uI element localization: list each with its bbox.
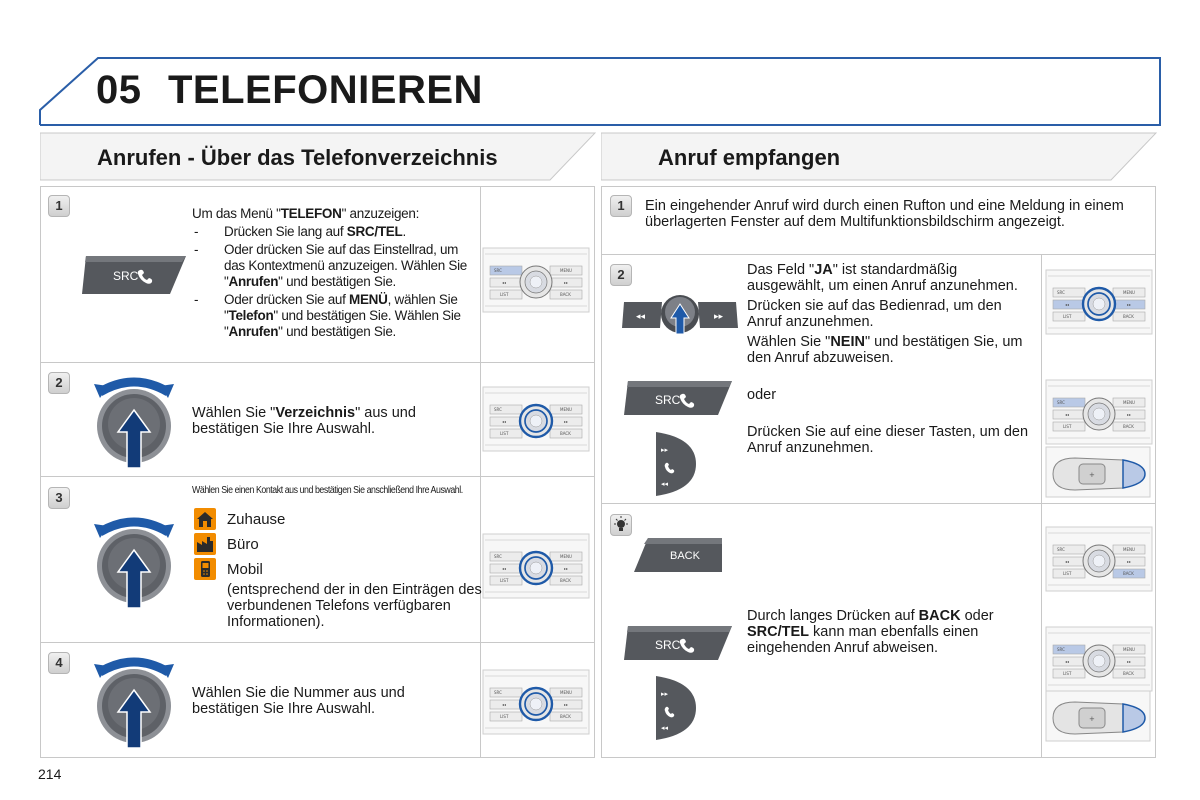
svg-text:SRC: SRC (1057, 400, 1065, 405)
right-image-column-divider (1041, 254, 1042, 758)
right-section-header (601, 132, 1157, 182)
rewind-icon: ◂◂ (636, 311, 646, 321)
right-step-divider (601, 254, 1156, 255)
or-text: oder (747, 387, 777, 403)
svg-text:SRC: SRC (1057, 290, 1065, 295)
svg-text:◂◂: ◂◂ (1065, 559, 1070, 564)
svg-text:▸▸: ▸▸ (661, 691, 669, 698)
press-buttons-text: Drücken Sie auf eine dieser Tasten, um den Anruf anzunehmen. (747, 424, 1029, 456)
step-number-badge: 3 (48, 487, 70, 509)
svg-text:LIST: LIST (500, 292, 509, 297)
svg-text:MENU: MENU (560, 554, 572, 559)
svg-text:MENU: MENU (560, 690, 572, 695)
radio-panel-thumbnail (482, 246, 590, 319)
svg-text:LIST: LIST (500, 431, 509, 436)
svg-text:▸▸: ▸▸ (564, 280, 569, 285)
svg-text:SRC: SRC (1057, 547, 1065, 552)
right-section-title: Anruf empfangen (658, 145, 841, 170)
home-icon (194, 508, 216, 530)
src-tel-button-image (80, 252, 188, 298)
rotary-knob-image (92, 654, 176, 755)
step1-instructions (192, 206, 482, 340)
reject-call-text: Durch langes Drücken auf BACK oder SRC/TEL kann man ebenfalls einen eingehenden Anruf abweisen. (747, 608, 994, 656)
default-yes-text: Das Feld "JA" ist standardmäßig ausgewählt, um einen Anruf anzunehmen. (747, 262, 1018, 294)
svg-text:◂◂: ◂◂ (1065, 659, 1070, 664)
svg-text:▸▸: ▸▸ (564, 702, 569, 707)
step1-bullet: - Drücken Sie lang auf SRC/TEL. (194, 224, 406, 239)
step-number-badge: 4 (48, 652, 70, 674)
contact-type-label: Zuhause (227, 511, 286, 528)
left-step-divider (40, 642, 595, 643)
svg-text:LIST: LIST (500, 714, 509, 719)
svg-text:MENU: MENU (1123, 400, 1135, 405)
svg-text:BACK: BACK (1123, 571, 1134, 576)
lightbulb-icon (611, 515, 631, 535)
radio-panel-thumbnail (1045, 268, 1153, 341)
svg-text:◂◂: ◂◂ (502, 280, 507, 285)
svg-text:▸▸: ▸▸ (1127, 659, 1132, 664)
svg-text:BACK: BACK (560, 578, 571, 583)
radio-panel-thumbnail (1045, 625, 1153, 698)
right-step-divider (601, 503, 1156, 504)
svg-text:▸▸: ▸▸ (564, 566, 569, 571)
svg-text:LIST: LIST (500, 578, 509, 583)
src-button-label: SRC (655, 393, 681, 407)
step1-bullet: - Oder drücken Sie auf das Einstellrad, um das Kontextmenü anzuzeigen. Wählen Sie "Anrufen" und bestätigen Sie. (194, 242, 468, 289)
src-button-label: SRC (113, 269, 139, 283)
svg-text:LIST: LIST (1063, 571, 1072, 576)
svg-text:SRC: SRC (494, 268, 502, 273)
page-number: 214 (38, 766, 62, 782)
contacts-note: (entsprechend der in den Einträgen des verbundenen Telefons verfügbaren Informationen). (227, 582, 482, 630)
mobile-phone-icon (194, 558, 216, 580)
step1-bullet: - Oder drücken Sie auf MENÜ, wählen Sie "Telefon" und bestätigen Sie. Wählen Sie "Anrufen" und bestätigen Sie. (194, 292, 461, 339)
press-knob-text: Drücken sie auf das Bedienrad, um den Anruf anzunehmen. (747, 298, 1002, 330)
svg-text:◂◂: ◂◂ (502, 566, 507, 571)
radio-panel-thumbnail (482, 668, 590, 741)
svg-text:MENU: MENU (1123, 290, 1135, 295)
steering-wheel-control-image (620, 292, 740, 338)
steering-column-buttons-image (652, 674, 698, 742)
svg-text:SRC: SRC (494, 690, 502, 695)
back-button-image (632, 534, 724, 576)
svg-text:BACK: BACK (1123, 671, 1134, 676)
radio-panel-thumbnail (482, 532, 590, 605)
svg-text:SRC: SRC (1057, 647, 1065, 652)
svg-text:MENU: MENU (560, 268, 572, 273)
svg-text:▸▸: ▸▸ (1127, 412, 1132, 417)
step-number-badge: 1 (610, 195, 632, 217)
svg-text:◂◂: ◂◂ (1065, 302, 1070, 307)
svg-text:◂◂: ◂◂ (502, 419, 507, 424)
step-number-badge: 1 (48, 195, 70, 217)
answer-call-instructions (747, 262, 1037, 366)
svg-text:◂◂: ◂◂ (661, 481, 669, 488)
svg-text:LIST: LIST (1063, 424, 1072, 429)
src-tel-button-image (622, 622, 734, 664)
svg-text:◂◂: ◂◂ (1065, 412, 1070, 417)
svg-text:LIST: LIST (1063, 671, 1072, 676)
svg-text:SRC: SRC (494, 407, 502, 412)
svg-text:MENU: MENU (1123, 547, 1135, 552)
rotary-knob-image (92, 514, 176, 615)
left-step-divider (40, 476, 595, 477)
svg-text:BACK: BACK (1123, 314, 1134, 319)
steering-column-buttons-image (652, 430, 698, 498)
svg-text:MENU: MENU (560, 407, 572, 412)
chapter-number: 05 (96, 68, 142, 112)
src-tel-button-image (622, 377, 734, 419)
left-section-title: Anrufen - Über das Telefonverzeichnis (97, 145, 498, 170)
office-icon (194, 533, 216, 555)
incoming-call-text: Ein eingehender Anruf wird durch einen Rufton und eine Meldung in einem überlagerten Fenster auf dem Multifunktionsbildschirm angezeigt. (645, 198, 1124, 230)
step1-intro: Um das Menü "TELEFON" anzuzeigen: (192, 206, 420, 221)
contact-type-label: Mobil (227, 561, 263, 578)
svg-text:◂◂: ◂◂ (502, 702, 507, 707)
svg-text:BACK: BACK (1123, 424, 1134, 429)
svg-text:+: + (1089, 471, 1095, 479)
svg-text:▸▸: ▸▸ (564, 419, 569, 424)
contact-type-label: Büro (227, 536, 259, 553)
svg-text:SRC: SRC (494, 554, 502, 559)
svg-text:MENU: MENU (1123, 647, 1135, 652)
step-number-badge: 2 (48, 372, 70, 394)
radio-panel-thumbnail (482, 385, 590, 458)
svg-text:BACK: BACK (560, 431, 571, 436)
chapter-title: TELEFONIEREN (168, 68, 483, 112)
reject-no-text: Wählen Sie "NEIN" und bestätigen Sie, um den Anruf abzuweisen. (747, 334, 1023, 366)
step3-note: Wählen Sie einen Kontakt aus und bestätigen Sie anschließend Ihre Auswahl. (192, 485, 463, 496)
steering-stalk-thumbnail (1045, 446, 1151, 503)
back-button-label: BACK (670, 550, 700, 562)
svg-text:◂◂: ◂◂ (661, 725, 669, 732)
left-section-header (40, 132, 596, 182)
fast-forward-icon: ▸▸ (714, 311, 724, 321)
step2-text: Wählen Sie "Verzeichnis" aus und bestätigen Sie Ihre Auswahl. (192, 405, 416, 437)
radio-panel-thumbnail (1045, 525, 1153, 598)
svg-text:+: + (1089, 715, 1095, 723)
svg-text:▸▸: ▸▸ (1127, 302, 1132, 307)
svg-text:BACK: BACK (560, 714, 571, 719)
steering-stalk-thumbnail (1045, 690, 1151, 747)
src-button-label: SRC (655, 638, 681, 652)
tip-badge (610, 514, 632, 536)
step4-text: Wählen Sie die Nummer aus und bestätigen Sie Ihre Auswahl. (192, 685, 405, 717)
svg-text:BACK: BACK (560, 292, 571, 297)
svg-text:LIST: LIST (1063, 314, 1072, 319)
left-step-divider (40, 362, 595, 363)
step-number-badge: 2 (610, 264, 632, 286)
radio-panel-thumbnail (1045, 378, 1153, 451)
svg-text:▸▸: ▸▸ (661, 447, 669, 454)
svg-text:▸▸: ▸▸ (1127, 559, 1132, 564)
rotary-knob-image (92, 374, 176, 475)
